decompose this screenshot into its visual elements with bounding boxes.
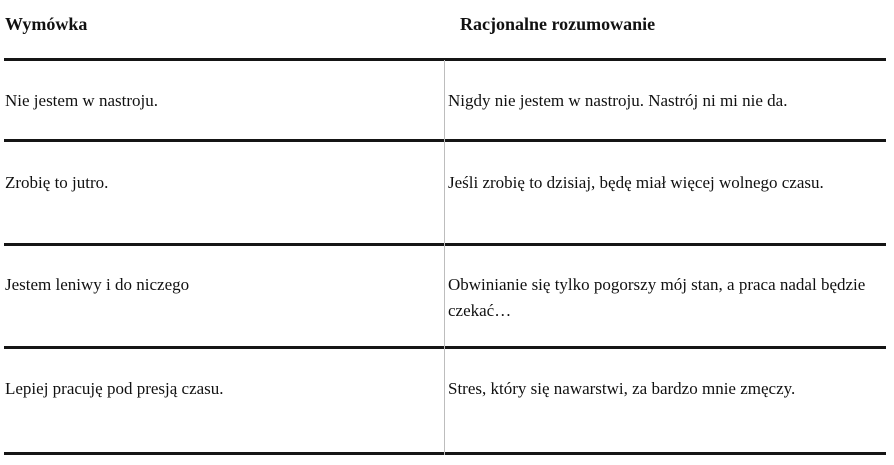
reasoning-cell: Jeśli zrobię to dzisiaj, będę miał więcej wolnego czasu. — [448, 173, 824, 192]
excuse-cell: Jestem leniwy i do niczego — [5, 275, 190, 294]
excuse-cell: Zrobię to jutro. — [5, 173, 109, 192]
reasoning-cell: Nigdy nie jestem w nastroju. Nastrój ni mi nie da. — [448, 91, 788, 110]
excuse-cell: Lepiej pracuję pod presją czasu. — [5, 379, 224, 398]
reasoning-cell: Obwinianie się tylko pogorszy mój stan, a praca nadal będzie czekać… — [448, 275, 866, 320]
reasoning-cell: Stres, który się nawarstwi, za bardzo mnie zmęczy. — [448, 379, 796, 398]
table-header — [0, 0, 894, 60]
header-excuse: Wymówka — [5, 14, 88, 34]
column-divider — [444, 60, 445, 455]
row-divider — [4, 243, 886, 246]
excuse-cell: Nie jestem w nastroju. — [5, 91, 158, 110]
header-reasoning: Racjonalne rozumowanie — [460, 14, 656, 34]
row-divider — [4, 139, 886, 142]
row-divider — [4, 452, 886, 455]
row-divider — [4, 346, 886, 349]
row-divider — [4, 58, 886, 61]
